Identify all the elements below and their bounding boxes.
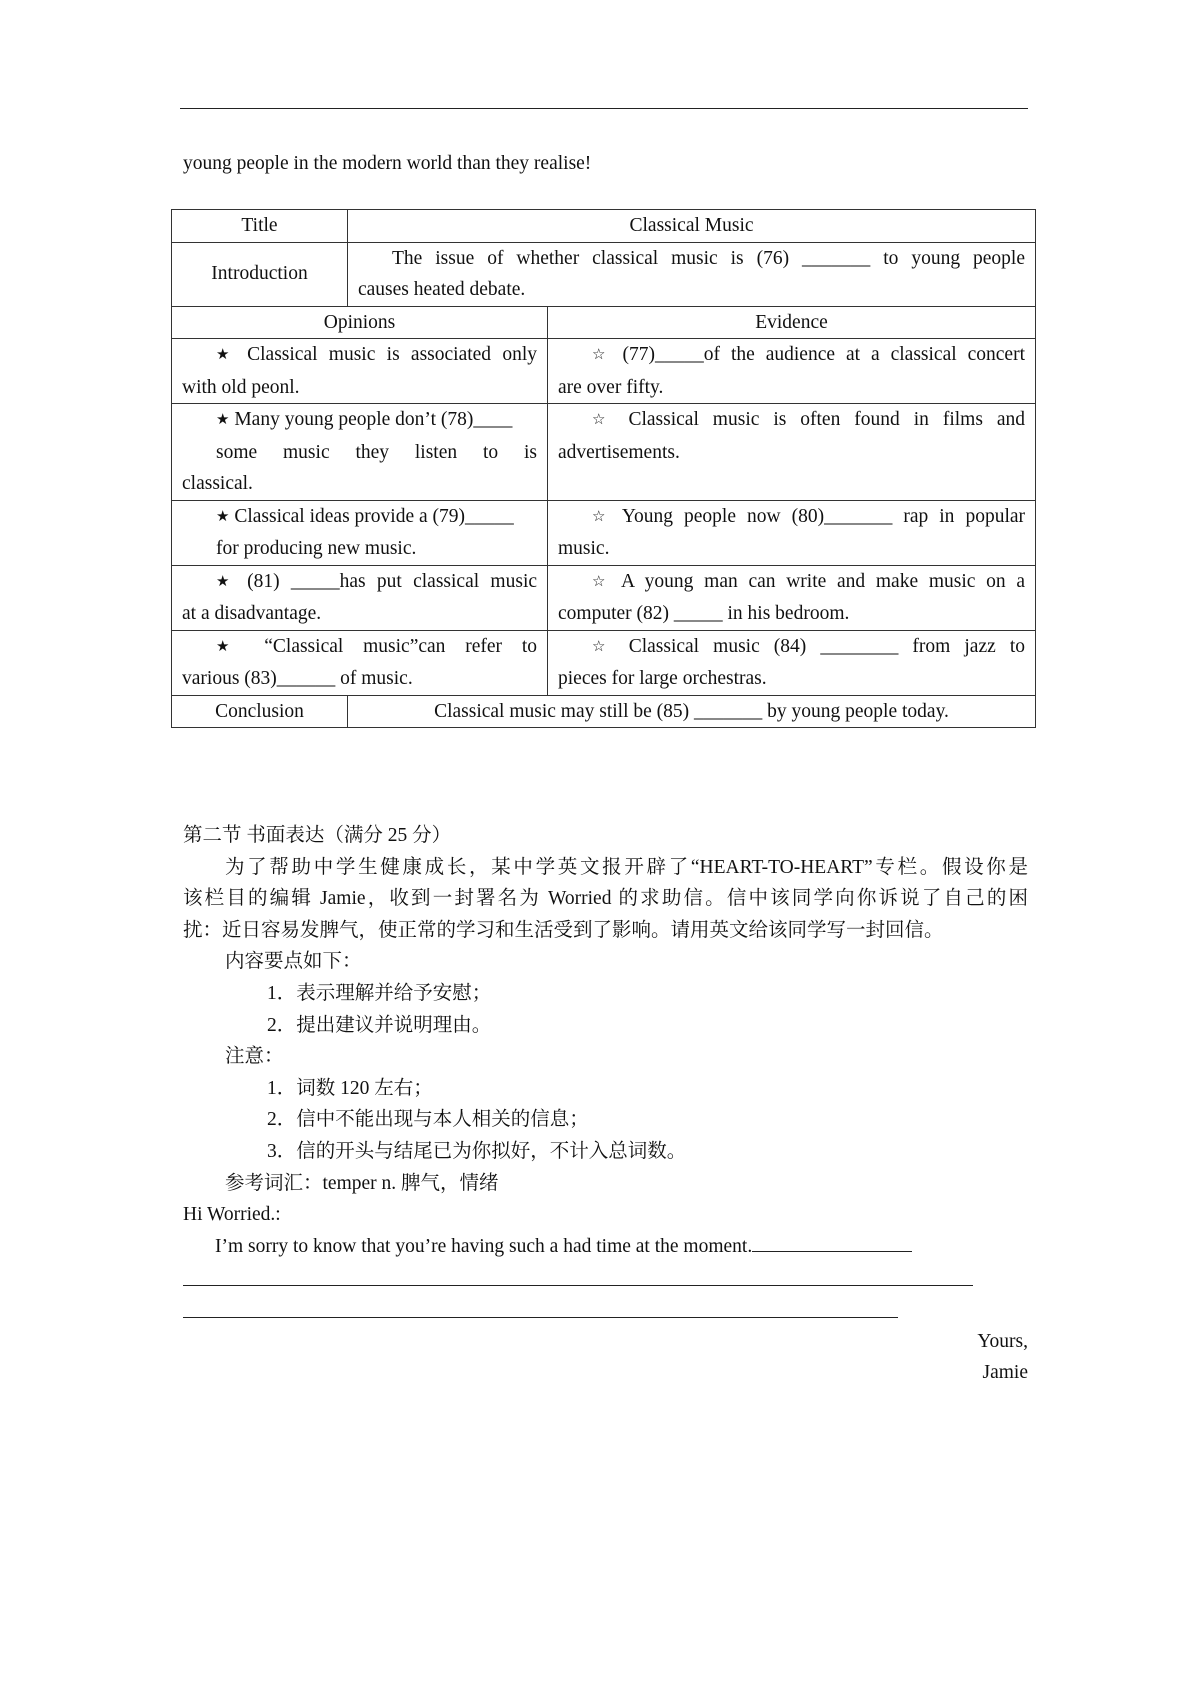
introduction-cell (348, 242, 1036, 306)
header-rule (180, 108, 1028, 109)
title-label: Title (172, 210, 348, 243)
note-item: 2．信中不能出现与本人相关的信息； (267, 1109, 589, 1131)
opinion-cell (172, 565, 548, 630)
evidence-line: pieces for large orchestras. (558, 668, 767, 689)
letter-opening: I’m sorry to know that you’re having such a had time at the moment. (215, 1235, 753, 1257)
evidence-cell (548, 565, 1036, 630)
introduction-label: Introduction (172, 242, 348, 306)
introduction-line: causes heated debate. (358, 279, 526, 300)
open-star-icon: ☆ (592, 571, 612, 590)
filled-star-icon: ★ (216, 506, 230, 525)
open-star-icon: ☆ (592, 410, 615, 428)
answer-blank[interactable] (752, 1233, 912, 1252)
conclusion-label: Conclusion (172, 695, 348, 728)
opinion-line: some music they listen to is (216, 441, 537, 463)
section-heading: 第二节 书面表达（满分 25 分） (183, 825, 452, 846)
vocab-hint: 参考词汇：temper n. 脾气，情绪 (225, 1172, 499, 1194)
introduction-line: The issue of whether classical music is (76) _______ to young people (392, 247, 1025, 269)
introduction-row (172, 242, 1036, 306)
carryover-text: young people in the modern world than they realise! (183, 153, 592, 174)
table-row (172, 404, 1036, 501)
evidence-line: are over fifty. (558, 376, 664, 398)
table-row (172, 565, 1036, 630)
opinion-cell (172, 500, 548, 565)
evidence-line: A young man can write and make music on a (620, 570, 1025, 592)
filled-star-icon: ★ (216, 571, 236, 590)
opinion-line: Classical music is associated only (247, 344, 537, 365)
open-star-icon: ☆ (592, 345, 612, 363)
table-row (172, 500, 1036, 565)
answer-line[interactable] (183, 1294, 1028, 1326)
filled-star-icon: ★ (216, 410, 230, 428)
point-item: 2．提出建议并说明理由。 (267, 1014, 492, 1036)
table-row (172, 630, 1036, 695)
letter-greeting: Hi Worried.: (183, 1204, 281, 1226)
evidence-line: (77)_____of the audience at a classical concert (622, 344, 1026, 365)
conclusion-row (172, 695, 1036, 728)
opinion-line: Classical ideas provide a (79)_____ (234, 505, 514, 527)
opinion-line: at a disadvantage. (182, 603, 322, 624)
title-value: Classical Music (348, 210, 1036, 243)
open-star-icon: ☆ (592, 636, 615, 655)
column-header-row (172, 306, 1036, 339)
opinions-header: Opinions (172, 306, 548, 339)
opinion-line: classical. (182, 473, 253, 494)
filled-star-icon: ★ (216, 345, 236, 363)
filled-star-icon: ★ (216, 636, 245, 655)
conclusion-value: Classical music may still be (85) _______ by young people today. (348, 695, 1036, 728)
evidence-line: computer (82) _____ in his bedroom. (558, 603, 850, 624)
writing-section (183, 820, 1028, 1389)
title-row (172, 210, 1036, 243)
note-item: 3．信的开头与结尾已为你拟好，不计入总词数。 (267, 1140, 687, 1162)
opinion-line: (81) _____has put classical music (247, 570, 538, 592)
opinion-line: various (83)______ of music. (182, 668, 413, 689)
evidence-cell (548, 500, 1036, 565)
open-star-icon: ☆ (592, 506, 612, 525)
note-item: 1．词数 120 左右； (267, 1077, 433, 1099)
notes-label: 注意： (225, 1046, 284, 1068)
task-paragraph-line: 该栏目的编辑 Jamie，收到一封署名为 Worried 的求助信。信中该同学向你诉说了自己的困 (183, 888, 1028, 910)
evidence-line: Classical music is often found in films and (628, 409, 1025, 430)
opinion-line: “Classical music”can refer to (264, 635, 538, 657)
evidence-line: advertisements. (558, 441, 680, 463)
points-label: 内容要点如下： (225, 951, 362, 973)
opinion-cell (172, 630, 548, 695)
evidence-cell (548, 339, 1036, 404)
evidence-line: music. (558, 538, 610, 559)
opinion-line: with old peonl. (182, 376, 300, 398)
opinion-cell (172, 404, 548, 501)
answer-line[interactable] (183, 1262, 1028, 1294)
evidence-line: Classical music (84) ________ from jazz to (628, 635, 1025, 657)
task-paragraph-line: 扰：近日容易发脾气，使正常的学习和生活受到了影响。请用英文给该同学写一封回信。 (183, 919, 944, 941)
opinion-line: Many young people don’t (78)____ (234, 409, 513, 430)
letter-closing: Yours, (977, 1330, 1028, 1352)
task-paragraph-line: 为了帮助中学生健康成长，某中学英文报开辟了“HEART-TO-HEART”专栏。假设你是 (225, 856, 1028, 878)
evidence-cell (548, 404, 1036, 501)
point-item: 1．表示理解并给予安慰； (267, 982, 492, 1004)
opinion-line: for producing new music. (216, 538, 417, 559)
evidence-header: Evidence (548, 306, 1036, 339)
evidence-line: Young people now (80)_______ rap in popular (621, 505, 1026, 527)
letter-signature: Jamie (982, 1362, 1028, 1384)
opinion-cell (172, 339, 548, 404)
classical-music-table (171, 209, 1036, 728)
evidence-cell (548, 630, 1036, 695)
table-row (172, 339, 1036, 404)
